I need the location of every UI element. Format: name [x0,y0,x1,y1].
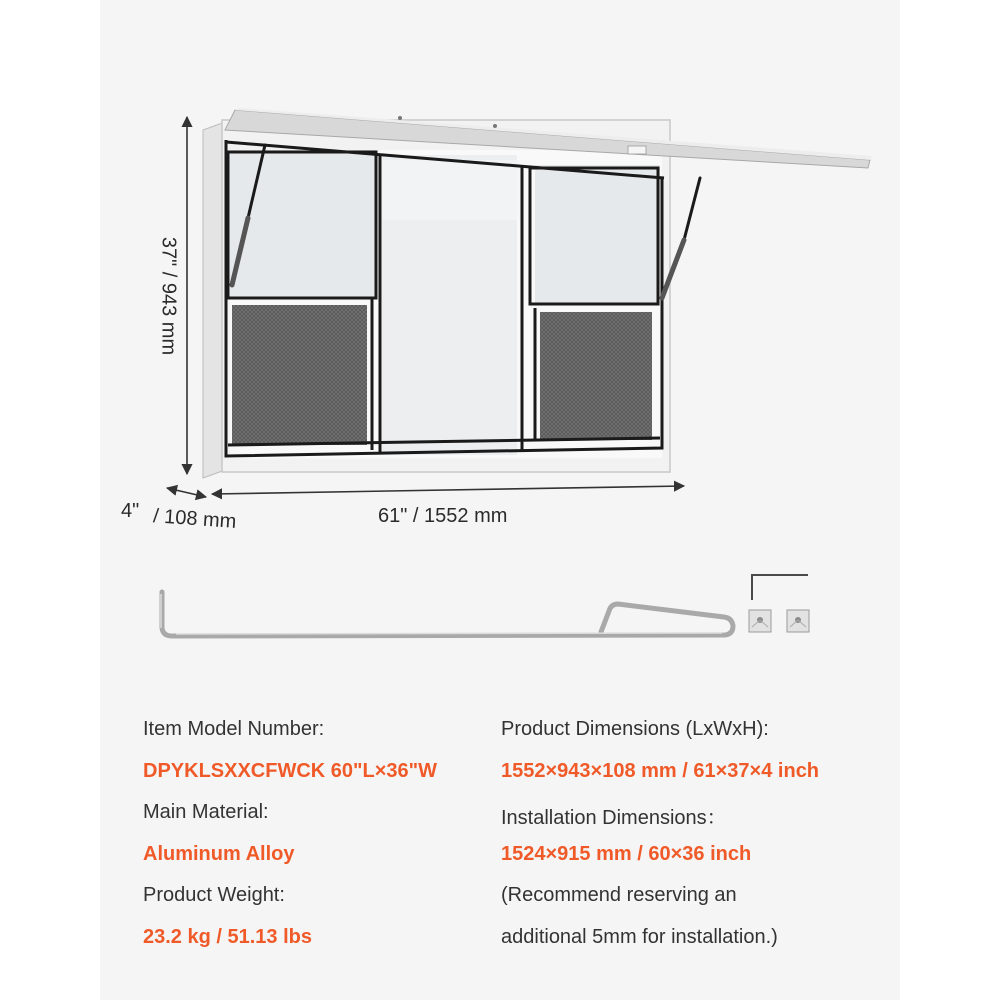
model-number-label: Item Model Number: [143,718,325,740]
support-rod-highlight [161,594,722,634]
hex-key-icon [752,575,808,600]
mounting-clip-icon [787,610,809,632]
installation-note-line1: (Recommend reserving an [501,884,737,906]
installation-dimensions-value: 1524×915 mm / 60×36 inch [501,843,752,865]
weight-label: Product Weight: [143,884,285,906]
right-insect-screen [540,312,652,440]
depth-dimension-mm: / 108 mm [152,505,238,533]
product-dimensions-value: 1552×943×108 mm / 61×37×4 inch [501,760,820,782]
material-value: Aluminum Alloy [143,843,295,865]
depth-dimension-inch: 4" [121,500,140,522]
mounting-clip-icon [749,610,771,632]
left-insect-screen [232,305,367,445]
product-dimensions-label: Product Dimensions (LxWxH): [501,718,769,740]
accessories [0,560,1000,680]
height-dimension-label: 37" / 943 mm [157,236,180,356]
weight-value: 23.2 kg / 51.13 lbs [143,926,312,948]
material-label: Main Material: [143,801,269,823]
model-number-value: DPYKLSXXCFWCK 60"L×36"W [143,760,438,782]
installation-dimensions-label: Installation Dimensions： [501,807,727,829]
width-dimension-label: 61" / 1552 mm [378,505,508,527]
support-rod [162,592,733,636]
installation-note-line2: additional 5mm for installation.) [501,926,778,948]
